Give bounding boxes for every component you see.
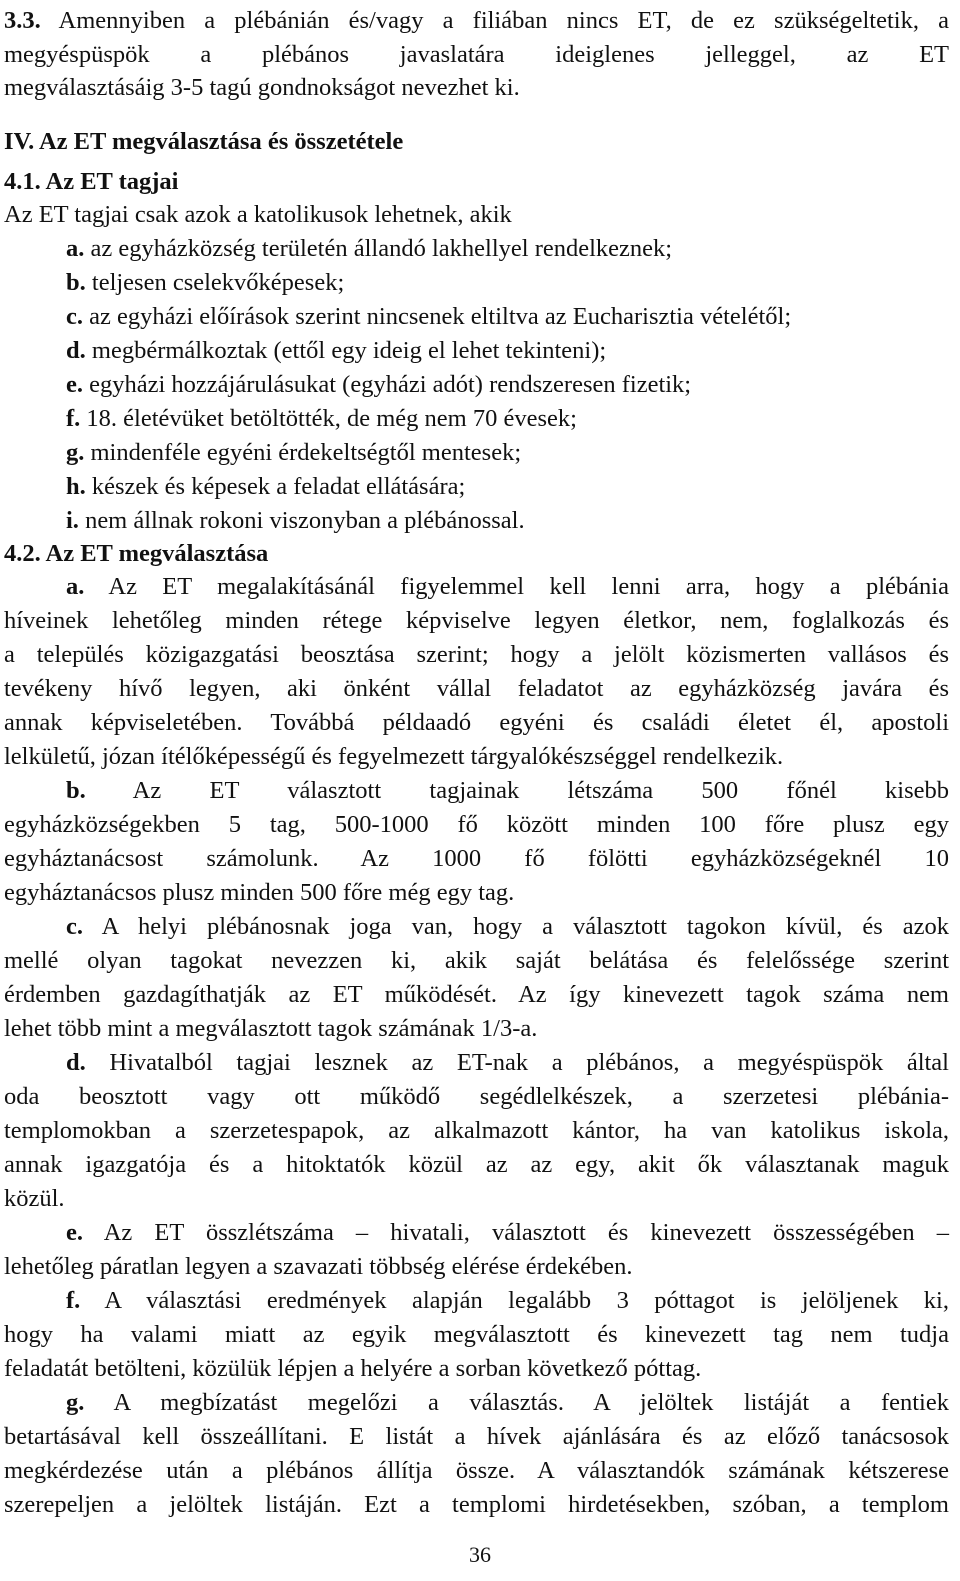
list-item-label: f.	[66, 405, 81, 432]
list-item-text: készek és képesek a feladat ellátására;	[85, 473, 466, 500]
paragraph-3-3-line-3: megválasztásáig 3-5 tagú gondnokságot nevezhet ki.	[4, 74, 520, 101]
paragraph-text: Az ET összlétszáma – hivatali, választott és kinevezett összességében –	[83, 1219, 949, 1246]
paragraph-c-line-3: érdemben gazdagíthatják az ET működését. Az így kinevezett tagok száma nem	[4, 981, 949, 1008]
list-item-text: megbérmálkoztak (ettől egy ideig el lehet tekinteni);	[85, 337, 607, 364]
list-item-text: az egyházi előírások szerint nincsenek eltiltva az Eucharisztia vételétől;	[83, 303, 792, 330]
list-item-h	[66, 472, 960, 502]
paragraph-label: d.	[66, 1049, 86, 1076]
list-item-label: g.	[66, 439, 85, 466]
paragraph-text: Amennyiben a plébánián és/vagy a filiában nincs ET, de ez szükségeltetik, a	[40, 7, 949, 34]
paragraph-label: b.	[66, 777, 86, 804]
list-item-f	[66, 404, 960, 434]
paragraph-a-line-5: annak képviseletében. Továbbá példaadó egyéni és családi életet él, apostoli	[4, 709, 949, 736]
list-item-b	[66, 268, 960, 298]
paragraph-label: g.	[66, 1389, 85, 1416]
paragraph-g-line-3: megkérdezése után a plébános állítja össze. A választandók számának kétszerese	[4, 1457, 949, 1484]
paragraph-f-line-3: feladatát betölteni, közülük lépjen a helyére a sorban következő póttag.	[4, 1355, 702, 1382]
paragraph-g-line-1	[66, 1388, 949, 1418]
list-item-label: h.	[66, 473, 86, 500]
paragraph-c-line-4: lehet több mint a megválasztott tagok számának 1/3-a.	[4, 1015, 538, 1042]
paragraph-d-line-2: oda beosztott vagy ott működő segédlelkészek, a szerzetesi plébánia-	[4, 1083, 949, 1110]
list-item-label: e.	[66, 371, 83, 398]
paragraph-d-line-5: közül.	[4, 1185, 65, 1212]
paragraph-label: c.	[66, 913, 83, 940]
paragraph-d-line-1	[66, 1048, 949, 1078]
paragraph-a-line-4: tevékeny hívő legyen, aki önként vállal feladatot az egyházközség javára és	[4, 675, 949, 702]
section-4-1-intro: Az ET tagjai csak azok a katolikusok lehetnek, akik	[4, 201, 512, 228]
paragraph-d-line-4: annak igazgatója és a hitoktatók közül az az egy, akit ők választanak maguk	[4, 1151, 949, 1178]
paragraph-3-3-line-2: megyéspüspök a plébános javaslatára ideiglenes jelleggel, az ET	[4, 41, 949, 68]
list-item-i	[66, 506, 960, 536]
list-item-text: az egyházközség területén állandó lakhellyel rendelkeznek;	[84, 235, 673, 262]
list-item-label: i.	[66, 507, 79, 534]
paragraph-3-3-line-1	[4, 6, 949, 36]
paragraph-e-line-1	[66, 1218, 949, 1248]
paragraph-text: Hivatalból tagjai lesznek az ET-nak a plébános, a megyéspüspök által	[85, 1049, 949, 1076]
list-item-label: c.	[66, 303, 83, 330]
paragraph-label: f.	[66, 1287, 81, 1314]
paragraph-text: Az ET választott tagjainak létszáma 500 főnél kisebb	[85, 777, 949, 804]
paragraph-a-line-2: híveinek lehetőleg minden rétege képviselve legyen életkor, nem, foglalkozás és	[4, 607, 949, 634]
section-4-2-heading: 4.2. Az ET megválasztása	[4, 540, 269, 567]
paragraph-a-line-1	[66, 572, 949, 602]
paragraph-d-line-3: templomokban a szerzetespapok, az alkalmazott kántor, ha van katolikus iskola,	[4, 1117, 949, 1144]
list-item-label: b.	[66, 269, 86, 296]
paragraph-b-line-2: egyházközségekben 5 tag, 500-1000 fő között minden 100 főre plusz egy	[4, 811, 949, 838]
paragraph-c-line-1	[66, 912, 949, 942]
section-iv-heading: IV. Az ET megválasztása és összetétele	[4, 128, 404, 155]
paragraph-a-line-6: lelkületű, józan ítélőképességű és fegyelmezett tárgyalókészséggel rendelkezik.	[4, 743, 784, 770]
page-number: 36	[469, 1542, 491, 1567]
list-item-label: d.	[66, 337, 86, 364]
paragraph-f-line-1	[66, 1286, 949, 1316]
paragraph-text: A megbízatást megelőzi a választás. A jelöltek listáját a fentiek	[84, 1389, 949, 1416]
paragraph-text: A helyi plébánosnak joga van, hogy a választott tagokon kívül, és azok	[83, 913, 949, 940]
paragraph-text: A választási eredmények alapján legalább 3 póttagot is jelöljenek ki,	[80, 1287, 949, 1314]
list-item-text: 18. életévüket betöltötték, de még nem 70 évesek;	[80, 405, 577, 432]
paragraph-b-line-4: egyháztanácsos plusz minden 500 főre még egy tag.	[4, 879, 515, 906]
list-item-text: nem állnak rokoni viszonyban a plébánossal.	[78, 507, 525, 534]
paragraph-g-line-4: szerepeljen a jelöltek listáján. Ezt a templomi hirdetésekben, szóban, a templom	[4, 1491, 949, 1518]
list-item-text: mindenféle egyéni érdekeltségtől mentesek;	[84, 439, 522, 466]
list-item-c	[66, 302, 960, 332]
list-item-text: egyházi hozzájárulásukat (egyházi adót) rendszeresen fizetik;	[83, 371, 692, 398]
paragraph-label: 3.3.	[4, 7, 41, 34]
paragraph-b-line-3: egyháztanácsost számolunk. Az 1000 fő fölötti egyházközségeknél 10	[4, 845, 949, 872]
paragraph-e-line-2: lehetőleg páratlan legyen a szavazati többség elérése érdekében.	[4, 1253, 633, 1280]
list-item-a	[66, 234, 960, 264]
list-item-d	[66, 336, 960, 366]
paragraph-f-line-2: hogy ha valami miatt az egyik megválasztott és kinevezett tag nem tudja	[4, 1321, 949, 1348]
section-4-1-heading: 4.1. Az ET tagjai	[4, 168, 179, 195]
paragraph-label: a.	[66, 573, 85, 600]
list-item-label: a.	[66, 235, 85, 262]
paragraph-text: Az ET megalakításánál figyelemmel kell lenni arra, hogy a plébánia	[84, 573, 949, 600]
list-item-text: teljesen cselekvőképesek;	[85, 269, 345, 296]
paragraph-b-line-1	[66, 776, 949, 806]
paragraph-c-line-2: mellé olyan tagokat nevezzen ki, akik saját belátása és felelőssége szerint	[4, 947, 949, 974]
list-item-e	[66, 370, 960, 400]
paragraph-g-line-2: betartásával kell összeállítani. E listát a hívek ajánlására és az előző tanácsosok	[4, 1423, 949, 1450]
paragraph-label: e.	[66, 1219, 83, 1246]
paragraph-a-line-3: a település közigazgatási beosztása szerint; hogy a jelölt közismerten vallásos és	[4, 641, 949, 668]
list-item-g	[66, 438, 960, 468]
